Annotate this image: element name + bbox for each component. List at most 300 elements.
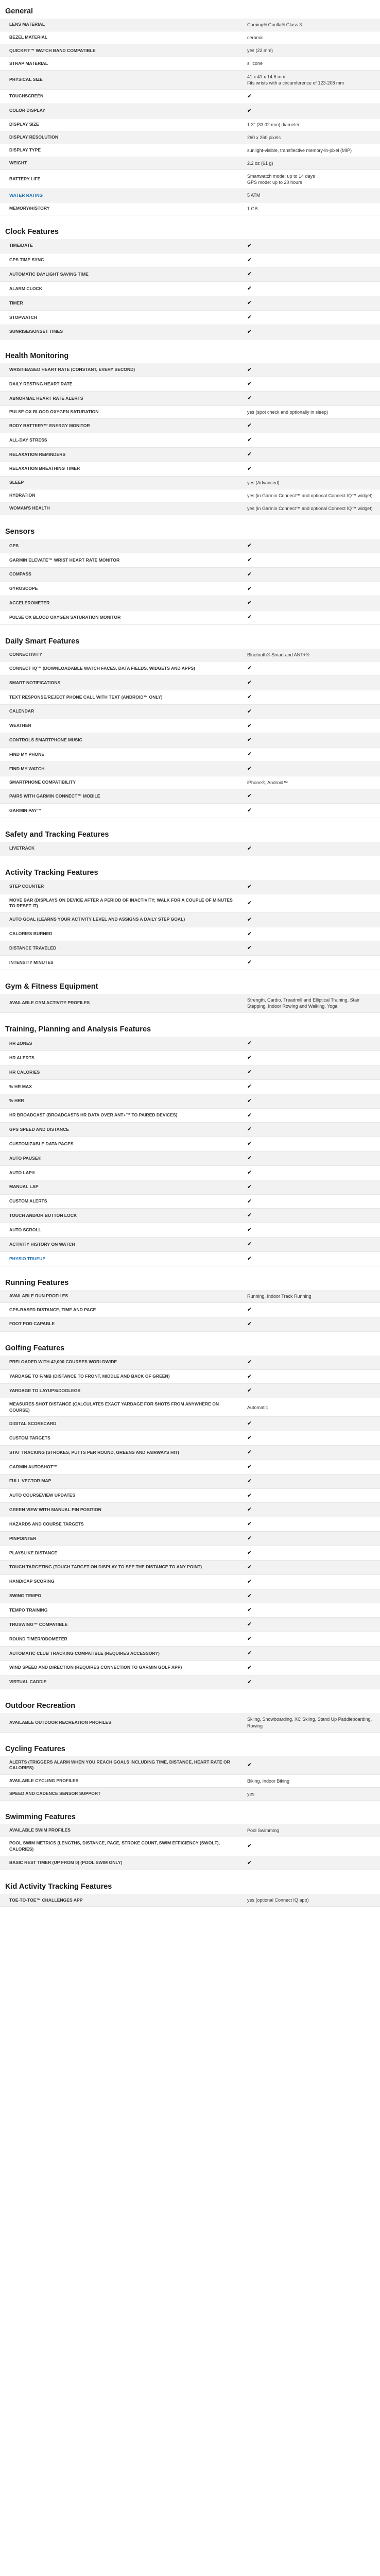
- checkmark-icon: ✔: [247, 1635, 252, 1642]
- checkmark-icon: ✔: [247, 765, 252, 772]
- checkmark-icon: ✔: [247, 665, 252, 672]
- checkmark-icon: ✔: [247, 328, 252, 335]
- spec-row: [0, 1123, 380, 1137]
- checkmark-icon: ✔: [247, 1506, 252, 1513]
- spec-label: FULL VECTOR MAP: [9, 1478, 51, 1484]
- spec-row: [0, 994, 380, 1013]
- checkmark-icon: ✔: [247, 1226, 252, 1233]
- spec-label: VIRTUAL CADDIE: [9, 1679, 47, 1685]
- section-title: Kid Activity Tracking Features: [5, 1883, 112, 1891]
- spec-label: MANUAL LAP: [9, 1184, 39, 1190]
- spec-row: [0, 1675, 380, 1690]
- spec-value-cell: [242, 1647, 380, 1660]
- spec-section: [0, 865, 380, 970]
- spec-section: [0, 348, 380, 515]
- spec-value-cell: [242, 705, 380, 719]
- spec-section: [0, 826, 380, 856]
- spec-table: [0, 539, 380, 625]
- checkmark-icon: ✔: [247, 1463, 252, 1470]
- spec-label: POOL SWIM METRICS (LENGTHS, DISTANCE, PACE, STROKE COUNT, SWIM EFFICIENCY (SWOLF), CALORIES): [9, 1840, 220, 1852]
- section-title: Clock Features: [5, 227, 59, 236]
- checkmark-icon: ✔: [247, 242, 252, 249]
- spec-label: ALARM CLOCK: [9, 285, 42, 291]
- spec-section: [0, 224, 380, 340]
- checkmark-icon: ✔: [247, 722, 252, 729]
- spec-row: [0, 1051, 380, 1065]
- spec-label: QUICKFIT™ WATCH BAND COMPATIBLE: [9, 47, 96, 53]
- spec-row: [0, 433, 380, 448]
- spec-label: HANDICAP SCORING: [9, 1579, 55, 1584]
- spec-value-cell: [242, 1431, 380, 1445]
- spec-value-cell: [242, 282, 380, 296]
- spec-row: [0, 880, 380, 894]
- spec-label: DAILY RESTING HEART RATE: [9, 381, 73, 387]
- section-title: Safety and Tracking Features: [5, 830, 109, 839]
- spec-label: AVAILABLE RUN PROFILES: [9, 1293, 68, 1299]
- spec-value-cell: [242, 762, 380, 776]
- spec-value-cell: [242, 1209, 380, 1223]
- checkmark-icon: ✔: [247, 1069, 252, 1076]
- spec-row: [0, 1317, 380, 1332]
- spec-label: AUTO COURSEVIEW UPDATES: [9, 1493, 76, 1498]
- checkmark-icon: ✔: [247, 299, 252, 307]
- checkmark-icon: ✔: [247, 1449, 252, 1456]
- spec-label: TEMPO TRAINING: [9, 1607, 48, 1613]
- spec-label: DISPLAY TYPE: [9, 147, 41, 153]
- checkmark-icon: ✔: [247, 1241, 252, 1248]
- spec-label: ALERTS (TRIGGERS ALARM WHEN YOU REACH GOALS INCLUDING TIME, DISTANCE, HEART RATE OR CALORIES): [9, 1759, 230, 1771]
- spec-row: [0, 462, 380, 477]
- checkmark-icon: ✔: [247, 930, 252, 937]
- spec-row: [0, 406, 380, 419]
- checkmark-icon: ✔: [247, 1054, 252, 1061]
- spec-value-cell: [242, 596, 380, 610]
- checkmark-icon: ✔: [247, 806, 252, 814]
- spec-label: WEIGHT: [9, 160, 27, 166]
- spec-value: 41 x 41 x 14.6 mm Fits wrists with a circumference of 123-208 mm: [247, 74, 344, 86]
- spec-label: SWING TEMPO: [9, 1593, 42, 1599]
- spec-label: STAT TRACKING (STROKES, PUTTS PER ROUND, GREENS AND FAIRWAYS HIT): [9, 1449, 179, 1455]
- spec-row: [0, 502, 380, 515]
- checkmark-icon: ✔: [247, 614, 252, 621]
- section-spacer: [0, 818, 380, 826]
- spec-value-cell: [242, 1460, 380, 1474]
- spec-value-cell: [242, 1051, 380, 1065]
- spec-value-cell: [242, 253, 380, 267]
- spec-label: CUSTOMIZABLE DATA PAGES: [9, 1141, 74, 1146]
- checkmark-icon: ✔: [247, 1155, 252, 1162]
- spec-row: [0, 253, 380, 268]
- spec-value: yes (spot check and optionally in sleep): [247, 410, 329, 415]
- spec-value-cell: [242, 448, 380, 462]
- spec-value-cell: [242, 941, 380, 955]
- checkmark-icon: ✔: [247, 1420, 252, 1427]
- spec-value: 5 ATM: [247, 193, 261, 198]
- spec-value: Biking, Indoor Biking: [247, 1778, 290, 1784]
- spec-value-cell: [242, 1489, 380, 1503]
- spec-row: [0, 1151, 380, 1166]
- checkmark-icon: ✔: [247, 1183, 252, 1190]
- spec-label: RELAXATION REMINDERS: [9, 451, 66, 457]
- checkmark-icon: ✔: [247, 1535, 252, 1542]
- checkmark-icon: ✔: [247, 679, 252, 686]
- checkmark-icon: ✔: [247, 792, 252, 800]
- spec-label: LIVETRACK: [9, 845, 35, 851]
- spec-row: [0, 941, 380, 956]
- spec-label: ROUND TIMER/ODOMETER: [9, 1636, 67, 1641]
- checkmark-icon: ✔: [247, 1664, 252, 1671]
- spec-label: YARDAGE TO LAYUPS/DOGLEGS: [9, 1387, 81, 1393]
- spec-label: DISPLAY RESOLUTION: [9, 134, 59, 140]
- spec-label: AVAILABLE CYCLING PROFILES: [9, 1778, 79, 1784]
- spec-table: [0, 19, 380, 215]
- spec-value: Strength, Cardio, Treadmill and Elliptical Training, Stair Stepping, Indoor Rowing and Walking, Yoga: [247, 997, 360, 1009]
- checkmark-icon: ✔: [247, 599, 252, 606]
- spec-label: HR ALERTS: [9, 1055, 34, 1060]
- spec-value-cell: [242, 1037, 380, 1050]
- spec-value-cell: [242, 1475, 380, 1488]
- section-spacer: [0, 625, 380, 633]
- spec-row: [0, 1290, 380, 1303]
- spec-label: WEATHER: [9, 723, 31, 728]
- checkmark-icon: ✔: [247, 436, 252, 444]
- spec-value-cell: [242, 1589, 380, 1603]
- section-title: Outdoor Recreation: [5, 1702, 76, 1710]
- spec-value-cell: [242, 377, 380, 391]
- spec-value-cell: [242, 880, 380, 894]
- checkmark-icon: ✔: [247, 736, 252, 743]
- spec-section: [0, 1878, 380, 1907]
- spec-row: [0, 804, 380, 818]
- section-spacer: [0, 1266, 380, 1275]
- section-spacer: [0, 215, 380, 224]
- spec-section: [0, 1741, 380, 1801]
- spec-value-cell: [242, 1532, 380, 1546]
- spec-value: iPhone®, Android™: [247, 779, 288, 785]
- spec-label: % HRR: [9, 1098, 24, 1104]
- spec-label: ALL-DAY STRESS: [9, 437, 47, 443]
- spec-label: PLAYSLIKE DISTANCE: [9, 1550, 58, 1555]
- spec-label: SPEED AND CADENCE SENSOR SUPPORT: [9, 1791, 101, 1797]
- spec-section: [0, 1021, 380, 1266]
- spec-value-cell: [242, 553, 380, 567]
- spec-row: [0, 377, 380, 392]
- spec-row: [0, 1632, 380, 1647]
- spec-value-cell: [242, 1856, 380, 1870]
- spec-label: PRELOADED WITH 42,000 COURSES WORLDWIDE: [9, 1359, 117, 1365]
- spec-row: [0, 1370, 380, 1384]
- spec-row: [0, 1618, 380, 1632]
- checkmark-icon: ✔: [247, 1578, 252, 1585]
- spec-row: [0, 1517, 380, 1532]
- spec-value-cell: [242, 1303, 380, 1317]
- spec-row: [0, 1398, 380, 1417]
- spec-row: [0, 1446, 380, 1460]
- spec-value: Pool Swimming: [247, 1828, 280, 1834]
- spec-label: TRUSWING™ COMPATIBLE: [9, 1621, 68, 1627]
- spec-row: [0, 104, 380, 118]
- checkmark-icon: ✔: [247, 944, 252, 952]
- spec-label: SMART NOTIFICATIONS: [9, 680, 61, 685]
- spec-label-link[interactable]: PHYSIO TRUEUP: [9, 1256, 46, 1261]
- spec-section: [0, 1275, 380, 1332]
- spec-value: Automatic: [247, 1404, 268, 1410]
- spec-label: PULSE OX BLOOD OXYGEN SATURATION: [9, 409, 99, 415]
- spec-value-cell: [242, 1151, 380, 1165]
- spec-row: [0, 705, 380, 719]
- spec-row: [0, 157, 380, 170]
- spec-row: [0, 1417, 380, 1431]
- spec-table: [0, 880, 380, 970]
- checkmark-icon: ✔: [247, 465, 252, 472]
- spec-label: GREEN VIEW WITH MANUAL PIN POSITION: [9, 1507, 101, 1513]
- spec-row: [0, 363, 380, 378]
- checkmark-icon: ✔: [247, 693, 252, 700]
- checkmark-icon: ✔: [247, 313, 252, 320]
- section-title: Swimming Features: [5, 1813, 76, 1822]
- spec-value-cell: [242, 1180, 380, 1194]
- spec-row: [0, 325, 380, 340]
- spec-value-cell: [242, 311, 380, 325]
- spec-label: AUTO LAP®: [9, 1170, 36, 1175]
- spec-value: yes (in Garmin Connect™ and optional Connect IQ™ widget): [247, 505, 373, 511]
- spec-label: ACCELEROMETER: [9, 600, 50, 606]
- checkmark-icon: ✔: [247, 585, 252, 592]
- spec-value: yes (22 mm): [247, 48, 273, 54]
- spec-value-cell: [242, 1384, 380, 1398]
- spec-table: [0, 1894, 380, 1907]
- spec-value-cell: [242, 1109, 380, 1123]
- spec-value-cell: [242, 582, 380, 596]
- checkmark-icon: ✔: [247, 256, 252, 263]
- spec-row: [0, 1460, 380, 1475]
- spec-label: GARMIN AUTOSHOT™: [9, 1464, 58, 1469]
- spec-row: [0, 1824, 380, 1837]
- spec-row: [0, 1713, 380, 1732]
- spec-label: GARMIN PAY™: [9, 807, 42, 813]
- spec-label: AVAILABLE OUTDOOR RECREATION PROFILES: [9, 1719, 112, 1725]
- spec-value-cell: [242, 1355, 380, 1369]
- spec-row: [0, 1384, 380, 1398]
- spec-label: GARMIN ELEVATE™ WRIST HEART RATE MONITOR: [9, 557, 120, 563]
- section-title: Activity Tracking Features: [5, 868, 98, 877]
- spec-value: 1.3" (33.02 mm) diameter: [247, 122, 300, 127]
- spec-value-cell: [242, 433, 380, 447]
- spec-label-link[interactable]: WATER RATING: [9, 192, 43, 198]
- section-title: Running Features: [5, 1278, 69, 1287]
- spec-value-cell: [242, 842, 380, 856]
- spec-label: TOE-TO-TOE™ CHALLENGES APP: [9, 1897, 83, 1903]
- spec-value-cell: [242, 1517, 380, 1531]
- checkmark-icon: ✔: [247, 1649, 252, 1656]
- spec-label: SUNRISE/SUNSET TIMES: [9, 329, 63, 334]
- spec-label: INTENSITY MINUTES: [9, 959, 54, 965]
- spec-label: TIME/DATE: [9, 243, 33, 248]
- spec-row: [0, 1532, 380, 1546]
- checkmark-icon: ✔: [247, 395, 252, 402]
- section-spacer: [0, 1013, 380, 1021]
- spec-value: yes (optional Connect IQ app): [247, 1897, 309, 1903]
- spec-row: [0, 1837, 380, 1856]
- checkmark-icon: ✔: [247, 270, 252, 278]
- spec-row: [0, 1775, 380, 1788]
- spec-value-cell: [242, 1675, 380, 1689]
- spec-label: SLEEP: [9, 479, 24, 485]
- spec-row: [0, 202, 380, 215]
- spec-value: yes (Advanced): [247, 480, 280, 485]
- section-spacer: [0, 1332, 380, 1340]
- spec-row: [0, 1238, 380, 1252]
- spec-label: MOVE BAR (DISPLAYS ON DEVICE AFTER A PERIOD OF INACTIVITY; WALK FOR A COUPLE OF MINUTES TO RESET IT): [9, 897, 233, 909]
- spec-row: [0, 44, 380, 57]
- spec-row: [0, 553, 380, 568]
- spec-row: [0, 57, 380, 70]
- spec-label: SMARTPHONE COMPATIBILITY: [9, 779, 76, 785]
- checkmark-icon: ✔: [247, 844, 252, 852]
- spec-value: Smartwatch mode: up to 14 days GPS mode: up to 20 hours: [247, 174, 315, 185]
- checkmark-icon: ✔: [247, 570, 252, 578]
- section-spacer: [0, 970, 380, 978]
- spec-value-cell: [242, 1618, 380, 1632]
- spec-row: [0, 489, 380, 502]
- spec-row: [0, 1195, 380, 1209]
- checkmark-icon: ✔: [247, 1520, 252, 1528]
- spec-label: ACTIVITY HISTORY ON WATCH: [9, 1241, 75, 1247]
- checkmark-icon: ✔: [247, 1678, 252, 1685]
- spec-label: PINPOINTER: [9, 1535, 37, 1541]
- spec-value-cell: [242, 676, 380, 690]
- spec-label: AUTOMATIC CLUB TRACKING COMPATIBLE (REQUIRES ACCESSORY): [9, 1650, 160, 1656]
- spec-row: [0, 1431, 380, 1446]
- spec-row: [0, 568, 380, 582]
- spec-value-cell: [242, 1446, 380, 1460]
- checkmark-icon: ✔: [247, 450, 252, 457]
- spec-value-cell: [242, 956, 380, 970]
- spec-label: AUTOMATIC DAYLIGHT SAVING TIME: [9, 271, 89, 277]
- spec-label: BASIC REST TIMER (UP FROM 0) (POOL SWIM ONLY): [9, 1860, 123, 1866]
- spec-section: [0, 523, 380, 625]
- checkmark-icon: ✔: [247, 1434, 252, 1442]
- spec-label: CONTROLS SMARTPHONE MUSIC: [9, 737, 82, 743]
- spec-row: [0, 131, 380, 144]
- spec-value-cell: [242, 719, 380, 733]
- spec-value-cell: [242, 568, 380, 582]
- spec-row: [0, 1094, 380, 1109]
- spec-row: [0, 748, 380, 762]
- spec-row: [0, 296, 380, 311]
- spec-row: [0, 1475, 380, 1489]
- spec-row: [0, 477, 380, 489]
- checkmark-icon: ✔: [247, 1358, 252, 1365]
- spec-row: [0, 1756, 380, 1775]
- checkmark-icon: ✔: [247, 1477, 252, 1484]
- spec-value: yes (in Garmin Connect™ and optional Connect IQ™ widget): [247, 493, 373, 498]
- spec-label: WOMAN'S HEALTH: [9, 505, 50, 511]
- spec-value-cell: [242, 662, 380, 675]
- section-title: Gym & Fitness Equipment: [5, 982, 98, 991]
- section-spacer: [0, 1733, 380, 1741]
- checkmark-icon: ✔: [247, 542, 252, 549]
- spec-value-cell: [242, 748, 380, 761]
- checkmark-icon: ✔: [247, 1197, 252, 1205]
- checkmark-icon: ✔: [247, 1372, 252, 1380]
- spec-value-cell: [242, 611, 380, 624]
- section-title: Cycling Features: [5, 1744, 65, 1753]
- checkmark-icon: ✔: [247, 1111, 252, 1118]
- checkmark-icon: ✔: [247, 916, 252, 923]
- spec-row: [0, 582, 380, 597]
- spec-row: [0, 1303, 380, 1317]
- spec-label: PULSE OX BLOOD OXYGEN SATURATION MONITOR: [9, 614, 121, 620]
- checkmark-icon: ✔: [247, 1140, 252, 1147]
- spec-label: DIGITAL SCORECARD: [9, 1421, 57, 1427]
- spec-label: HR CALORIES: [9, 1069, 40, 1075]
- spec-row: [0, 842, 380, 856]
- checkmark-icon: ✔: [247, 1255, 252, 1262]
- checkmark-icon: ✔: [247, 1592, 252, 1599]
- spec-table: [0, 842, 380, 856]
- spec-label: MEASURES SHOT DISTANCE (CALCULATES EXACT YARDAGE FOR SHOTS FROM ANYWHERE ON COURSE): [9, 1401, 219, 1413]
- spec-value-cell: [242, 392, 380, 405]
- spec-row: [0, 762, 380, 776]
- spec-row: [0, 1355, 380, 1370]
- spec-section: [0, 1340, 380, 1690]
- spec-row: [0, 267, 380, 282]
- spec-row: [0, 144, 380, 157]
- spec-table: [0, 1713, 380, 1732]
- checkmark-icon: ✔: [247, 751, 252, 758]
- section-spacer: [0, 856, 380, 865]
- spec-value-cell: [242, 804, 380, 818]
- spec-label: BATTERY LIFE: [9, 176, 41, 182]
- spec-value: yes: [247, 1791, 255, 1797]
- spec-label: AVAILABLE GYM ACTIVITY PROFILES: [9, 1000, 90, 1006]
- spec-row: [0, 611, 380, 625]
- spec-label: HAZARDS AND COURSE TARGETS: [9, 1521, 84, 1527]
- checkmark-icon: ✔: [247, 899, 252, 906]
- spec-value: sunlight-visible, transflective memory-in-pixel (MIP): [247, 147, 352, 153]
- spec-value-cell: [242, 1603, 380, 1617]
- spec-value-cell: [242, 1317, 380, 1331]
- spec-row: [0, 392, 380, 406]
- spec-value-cell: [242, 1080, 380, 1094]
- checkmark-icon: ✔: [247, 1842, 252, 1850]
- checkmark-icon: ✔: [247, 380, 252, 387]
- spec-label: BODY BATTERY™ ENERGY MONITOR: [9, 422, 90, 428]
- spec-row: [0, 1894, 380, 1907]
- spec-value-cell: [242, 104, 380, 118]
- checkmark-icon: ✔: [247, 422, 252, 429]
- spec-value-cell: [242, 1417, 380, 1431]
- checkmark-icon: ✔: [247, 1212, 252, 1219]
- spec-row: [0, 1503, 380, 1517]
- spec-row: [0, 894, 380, 913]
- spec-row: [0, 1589, 380, 1604]
- spec-row: [0, 118, 380, 131]
- spec-value: Bluetooth® Smart and ANT+®: [247, 652, 309, 658]
- section-title: Golfing Features: [5, 1344, 65, 1352]
- section-spacer: [0, 340, 380, 348]
- spec-value-cell: [242, 789, 380, 803]
- spec-row: [0, 1109, 380, 1123]
- spec-row: [0, 19, 380, 31]
- spec-row: [0, 539, 380, 553]
- section-title: Training, Planning and Analysis Features: [5, 1025, 151, 1034]
- spec-label: COLOR DISPLAY: [9, 108, 45, 113]
- spec-row: [0, 1856, 380, 1871]
- spec-value-cell: [242, 1561, 380, 1574]
- spec-table: [0, 994, 380, 1013]
